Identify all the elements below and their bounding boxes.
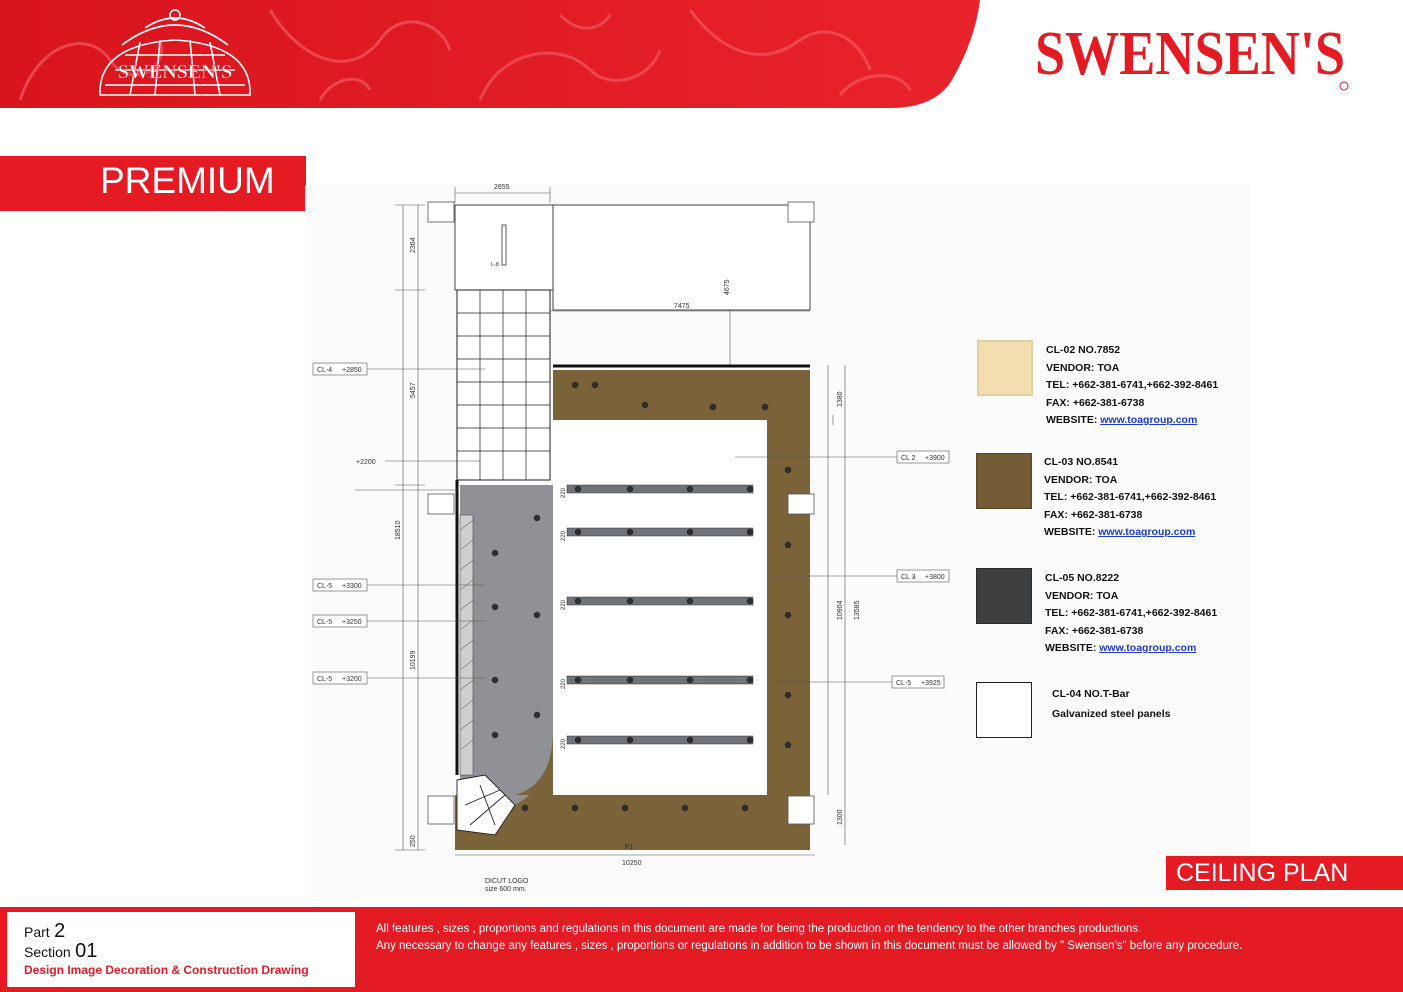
swatch-cl05 [976, 568, 1032, 624]
tag-level: +3800 [925, 574, 945, 581]
swatch-cl04 [976, 682, 1032, 738]
dim: 13585 [854, 600, 861, 620]
section-line [24, 940, 97, 963]
disclaimer [376, 921, 1266, 955]
tag-code: CL-5 [317, 583, 333, 590]
section-tab [0, 156, 306, 211]
svg-text:SWENSEN'S: SWENSEN'S [117, 61, 233, 83]
footer-info-box [7, 912, 355, 987]
light-label: L-8 [491, 262, 499, 268]
tag-level: +3250 [342, 619, 362, 626]
section-title: PREMIUM [100, 160, 275, 201]
dim: 220 [561, 599, 567, 610]
footer-title: Design Image Decoration & Construction Drawing [24, 963, 309, 977]
material-website-label: WEBSITE: [1044, 526, 1099, 538]
material-website-link[interactable]: www.toagroup.com [1098, 526, 1196, 538]
tag-code: CL 2 [901, 455, 916, 462]
material-desc: Galvanized steel panels [1052, 708, 1171, 720]
material-vendor: VENDOR: TOA [1046, 361, 1120, 374]
tag-code: CL-5 [317, 619, 333, 626]
material-code: CL-05 NO.8222 [1045, 572, 1120, 584]
disclaimer-line-2: Any necessary to change any features , sizes , proportions or regulations in addition to be shown in this document must be allowed by " Swensen's" before any procedure. [376, 940, 1243, 952]
material-fax: FAX: +662-381-6738 [1044, 508, 1143, 521]
top-banner [0, 0, 980, 108]
dim: 250 [410, 835, 417, 847]
dim: 18510 [395, 520, 402, 540]
dim: 220 [561, 738, 567, 749]
tag-code: CL 3 [901, 574, 916, 581]
tag-code: CL-5 [317, 676, 333, 683]
tag-level: +3925 [921, 680, 941, 687]
dim: 10199 [410, 650, 417, 670]
material-vendor: VENDOR: TOA [1044, 473, 1118, 486]
material-tel: TEL: +662-381-6741,+662-392-8461 [1045, 607, 1218, 619]
tag-level: +3200 [342, 676, 362, 683]
material-cl03 [1044, 454, 1216, 542]
material-code: CL-04 NO.T-Bar [1052, 688, 1130, 700]
swatch-cl02 [977, 340, 1033, 396]
swatch-cl03 [976, 453, 1032, 509]
tag-level: +2850 [342, 367, 362, 374]
dim: 10250 [622, 860, 642, 867]
material-cl05 [1045, 570, 1217, 658]
material-vendor: VENDOR: TOA [1045, 589, 1119, 602]
section-label: Section [24, 944, 71, 960]
footer [0, 907, 1403, 992]
section-number: 01 [75, 940, 98, 962]
dim: 2655 [494, 184, 510, 191]
material-fax: FAX: +662-381-6738 [1045, 624, 1144, 637]
dicut-logo-label: DICUT LOGO [485, 878, 529, 885]
tbar-grid [457, 290, 550, 480]
material-website-label: WEBSITE: [1046, 414, 1101, 426]
material-tel: TEL: +662-381-6741,+662-392-8461 [1046, 379, 1219, 391]
bottom-label: P1 [625, 844, 634, 851]
dim: 7475 [674, 303, 690, 310]
material-cl04 [1052, 684, 1170, 724]
material-fax: FAX: +662-381-6738 [1046, 396, 1145, 409]
tag-level: +3300 [342, 583, 362, 590]
material-code: CL-02 NO.7852 [1046, 344, 1121, 356]
disclaimer-line-1: All features , sizes , proportions and regulations in this document are made for being the production or the tendency to the other branches productions. [376, 923, 1142, 935]
material-code: CL-03 NO.8541 [1044, 456, 1119, 468]
dim: 220 [561, 678, 567, 689]
dicut-size-label: size 600 mm. [485, 886, 527, 893]
material-tel: TEL: +662-381-6741,+662-392-8461 [1044, 491, 1217, 503]
dim: 220 [561, 487, 567, 498]
tag-code: CL-5 [896, 680, 912, 687]
tag-level: +3900 [925, 455, 945, 462]
dim: 10904 [837, 600, 844, 620]
svg-text:SWENSEN'S: SWENSEN'S [1035, 20, 1345, 88]
dim: 5457 [410, 382, 417, 398]
ceiling-plan-drawing [305, 185, 1250, 900]
dim: 4675 [724, 279, 731, 295]
drawing-title: CEILING PLAN [1166, 856, 1403, 890]
material-website-link[interactable]: www.toagroup.com [1099, 642, 1197, 654]
part-number: 2 [54, 920, 66, 942]
dim: 220 [561, 530, 567, 541]
material-cl02 [1046, 342, 1218, 430]
dim: 1300 [837, 809, 844, 825]
tag-code: CL-4 [317, 367, 333, 374]
swensens-logo [1028, 14, 1352, 96]
dim: 2364 [410, 237, 417, 253]
part-label: Part [24, 924, 50, 940]
material-website-link[interactable]: www.toagroup.com [1100, 414, 1198, 426]
dim: 1380 [837, 391, 844, 407]
level-label: +2200 [356, 459, 376, 466]
material-website-label: WEBSITE: [1045, 642, 1100, 654]
